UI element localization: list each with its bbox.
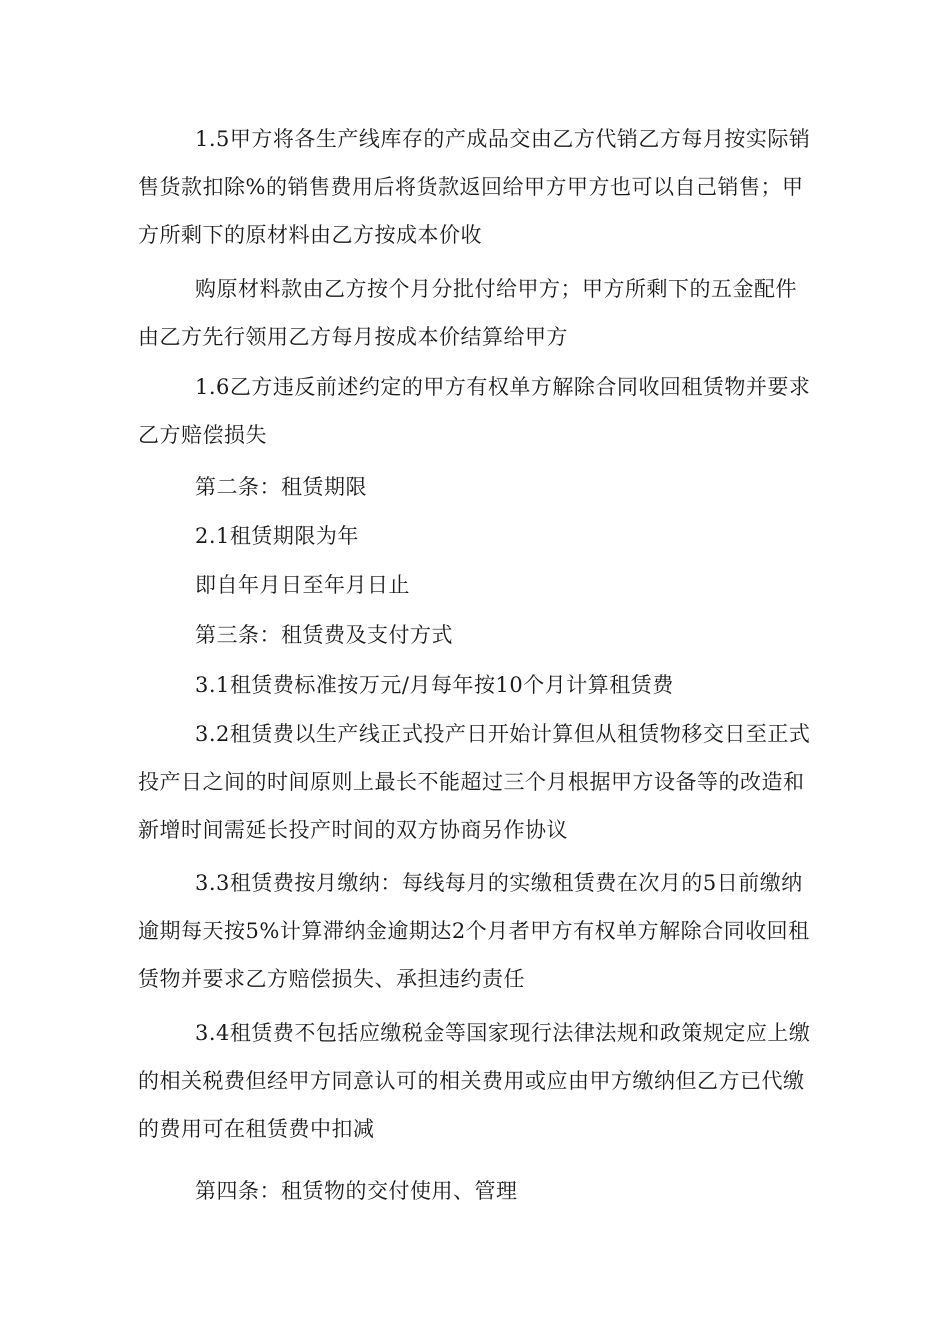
clause-1-5-paragraph: 1.5甲方将各生产线库存的产成品交由乙方代销乙方每月按实际销售货款扣除%的销售费用后将货款返回给甲方甲方也可以自己销售；甲方所剩下的原材料由乙方按成本价收 — [138, 127, 811, 247]
article-4-heading: 第四条：租赁物的交付使用、管理 — [195, 1179, 518, 1203]
lease-period-dates-paragraph: 即自年月日至年月日止 — [195, 573, 410, 597]
clause-1-6-paragraph: 1.6乙方违反前述约定的甲方有权单方解除合同收回租赁物并要求乙方赔偿损失 — [138, 375, 811, 447]
clause-2-1-paragraph: 2.1租赁期限为年 — [195, 524, 359, 548]
clause-1-5-continued-paragraph: 购原材料款由乙方按个月分批付给甲方；甲方所剩下的五金配件由乙方先行领用乙方每月按成本价结算给甲方 — [138, 277, 797, 349]
article-3-heading: 第三条：租赁费及支付方式 — [195, 623, 453, 647]
clause-3-3-paragraph: 3.3租赁费按月缴纳：每线每月的实缴租赁费在次月的5日前缴纳逾期每天按5%计算滞纳金逾期达2个月者甲方有权单方解除合同收回租赁物并要求乙方赔偿损失、承担违约责任 — [138, 871, 810, 991]
clause-3-4-paragraph: 3.4租赁费不包括应缴税金等国家现行法律法规和政策规定应上缴的相关税费但经甲方同意认可的相关费用或应由甲方缴纳但乙方已代缴的费用可在租赁费中扣减 — [138, 1021, 811, 1141]
clause-3-1-paragraph: 3.1租赁费标准按万元/月每年按10个月计算租赁费 — [195, 673, 674, 697]
article-2-heading: 第二条：租赁期限 — [195, 475, 367, 499]
clause-3-2-paragraph: 3.2租赁费以生产线正式投产日开始计算但从租赁物移交日至正式投产日之间的时间原则上最长不能超过三个月根据甲方设备等的改造和新增时间需延长投产时间的双方协商另作协议 — [138, 722, 811, 842]
